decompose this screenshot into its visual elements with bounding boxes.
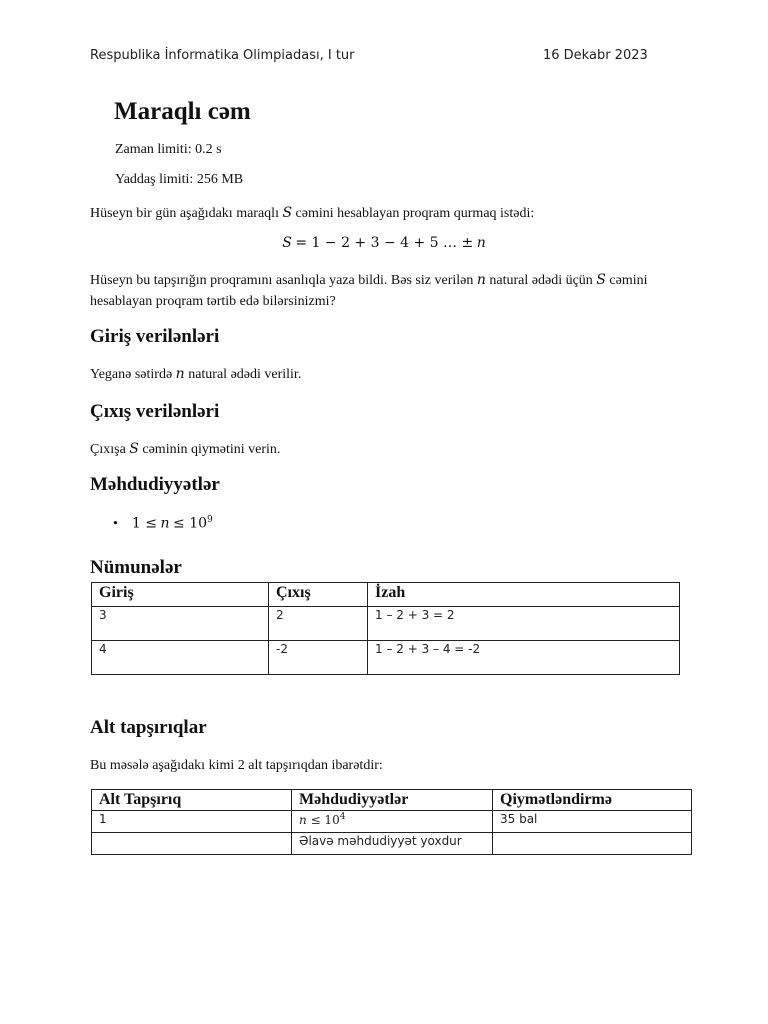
example-output: 2	[269, 607, 368, 641]
input-description	[90, 364, 301, 385]
subtask-id	[92, 833, 292, 855]
examples-heading: Nümunələr	[90, 557, 182, 578]
subtasks-description: Bu məsələ aşağıdakı kimi 2 alt tapşırıqdan ibarətdir:	[90, 758, 383, 773]
memory-limit	[115, 172, 243, 188]
col-output: Çıxış	[269, 583, 368, 607]
question-var-n: n	[476, 272, 486, 288]
subtasks-table	[91, 789, 692, 855]
question-var-s: S	[596, 272, 606, 288]
question-text-c: cəmini	[609, 273, 648, 288]
question-text-a: Hüseyn bu tapşırığın proqramını asanlıqla yaza bildi. Bəs siz verilən	[90, 273, 474, 288]
col-explanation: İzah	[368, 583, 680, 607]
time-limit-value: 0.2 s	[195, 142, 222, 157]
example-output: -2	[269, 641, 368, 675]
subtask-constraint	[292, 811, 493, 833]
table-row	[92, 641, 680, 675]
example-input: 3	[92, 607, 269, 641]
examples-header-row	[92, 583, 680, 607]
col-constraints: Məhdudiyyətlər	[292, 790, 493, 811]
subtask-score	[493, 833, 692, 855]
example-input: 4	[92, 641, 269, 675]
constraint-lower: 1 ≤	[131, 515, 157, 532]
col-input: Giriş	[92, 583, 269, 607]
intro-text-b: cəmini hesablayan proqram qurmaq istədi:	[295, 206, 535, 221]
subtask-var-n: n	[299, 813, 307, 827]
constraint-item	[113, 515, 213, 533]
sum-formula	[0, 235, 768, 252]
constraint-var-n: n	[160, 515, 170, 532]
constraint-exponent: 9	[207, 515, 213, 525]
bullet-marker: •	[113, 516, 118, 532]
question-line2: hesablayan proqram tərtib edə bilərsinizmi?	[90, 294, 336, 309]
constraint-upper: ≤ 10	[173, 515, 208, 532]
output-description	[90, 439, 280, 460]
output-text-b: cəminin qiymətini verin.	[142, 442, 281, 457]
constraints-heading: Məhdudiyyətlər	[90, 474, 220, 495]
table-row	[92, 833, 692, 855]
input-heading: Giriş verilənləri	[90, 326, 220, 347]
intro-text-a: Hüseyn bir gün aşağıdakı maraqlı	[90, 206, 279, 221]
question-paragraph	[90, 270, 690, 312]
example-explanation: 1 – 2 + 3 – 4 = -2	[368, 641, 680, 675]
intro-paragraph	[90, 203, 534, 224]
output-heading: Çıxış verilənləri	[90, 401, 220, 422]
table-row	[92, 811, 692, 833]
time-limit	[115, 142, 222, 158]
subtask-constraint: Əlavə məhdudiyyət yoxdur	[292, 833, 493, 855]
formula-rhs: = 1 − 2 + 3 − 4 + 5 … ±	[295, 235, 474, 251]
table-row	[92, 607, 680, 641]
memory-limit-value: 256 MB	[196, 172, 244, 187]
output-text-a: Çıxışa	[90, 442, 126, 457]
examples-table	[91, 582, 680, 675]
subtasks-header-row	[92, 790, 692, 811]
header-left: Respublika İnformatika Olimpiadası, I tur	[90, 48, 355, 63]
output-var-s: S	[129, 441, 139, 457]
header-date: 16 Dekabr 2023	[543, 48, 648, 63]
input-text-a: Yeganə sətirdə	[90, 367, 173, 382]
col-subtask: Alt Tapşırıq	[92, 790, 292, 811]
page-title: Maraqlı cəm	[114, 98, 251, 125]
subtask-id: 1	[92, 811, 292, 833]
question-text-b: natural ədədi üçün	[489, 273, 593, 288]
subtask-cond: ≤ 10	[310, 813, 340, 827]
input-text-b: natural ədədi verilir.	[188, 367, 302, 382]
example-explanation: 1 – 2 + 3 = 2	[368, 607, 680, 641]
intro-var-s: S	[282, 205, 293, 221]
time-limit-label: Zaman limiti:	[115, 142, 192, 157]
input-var-n: n	[175, 366, 185, 382]
memory-limit-label: Yaddaş limiti:	[115, 172, 194, 187]
formula-n: n	[476, 235, 486, 251]
formula-lhs: S	[282, 235, 292, 251]
subtask-exponent: 4	[339, 812, 346, 822]
subtask-score: 35 bal	[493, 811, 692, 833]
subtasks-heading: Alt tapşırıqlar	[90, 717, 207, 738]
col-score: Qiymətləndirmə	[493, 790, 692, 811]
